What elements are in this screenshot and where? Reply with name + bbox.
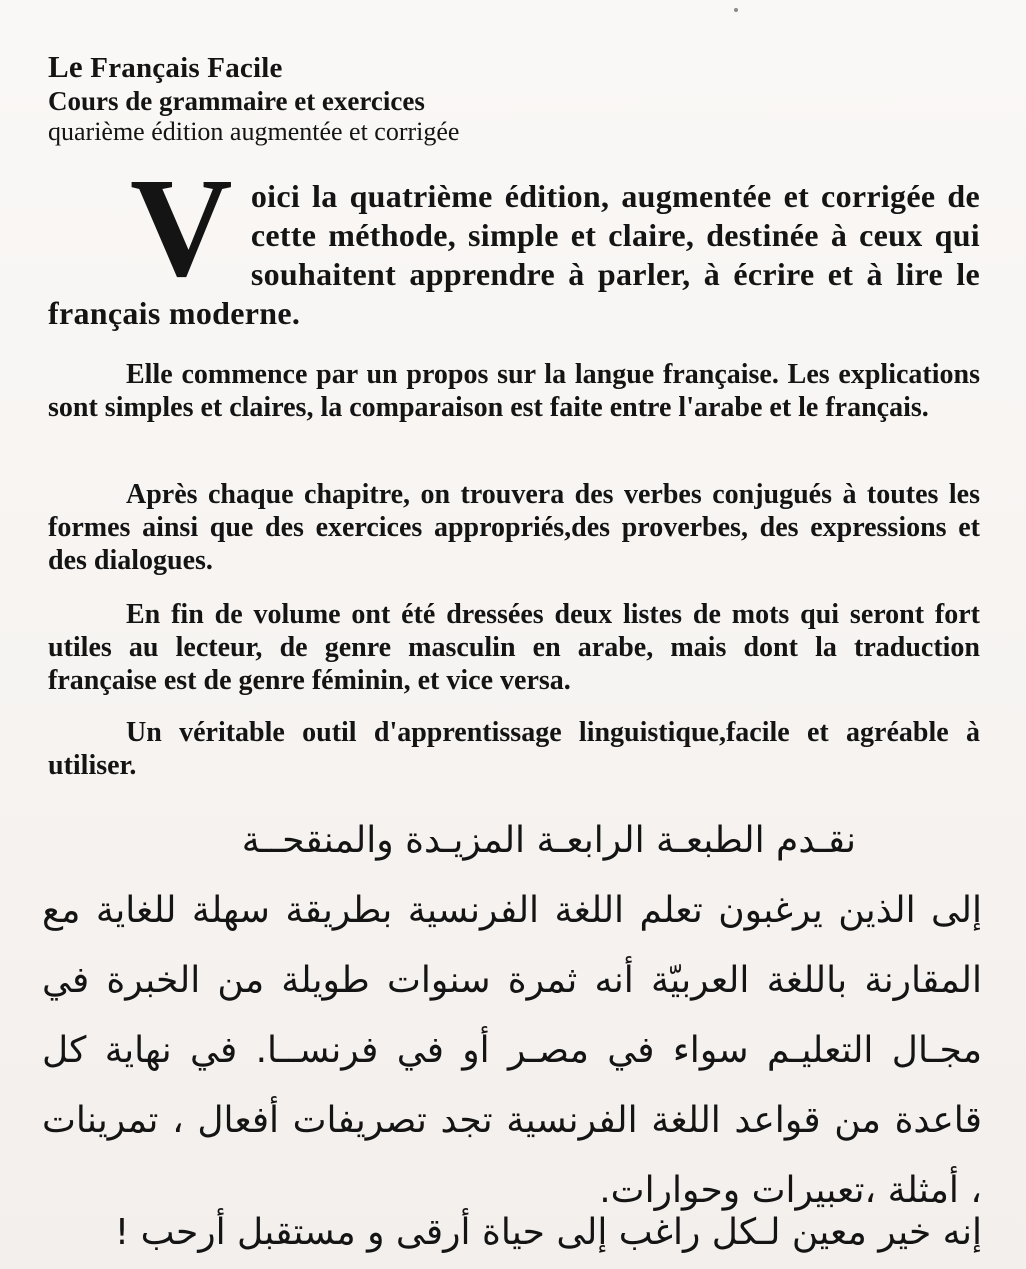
drop-cap: V bbox=[130, 148, 233, 306]
arabic-closing: إنه خير معين لـكل راغب إلى حياة أرقى و مستقبل أرحب ! bbox=[114, 1212, 982, 1253]
paper-speck bbox=[734, 8, 738, 12]
paragraph-language-intro: Elle commence par un propos sur la langue française. Les explications sont simples et claires, la comparaison est faite entre l'arabe et le français. bbox=[48, 359, 980, 423]
paragraph-word-lists: En fin de volume ont été dressées deux listes de mots qui seront fort utiles au lecteur, de genre masculin en arabe, mais dont la traduction française est de genre féminin, et vice versa. bbox=[48, 599, 980, 696]
header bbox=[48, 50, 648, 147]
intro-text: oici la quatrième édition, augmentée et corrigée de cette méthode, simple et claire, destinée à ceux qui souhaitent apprendre à parler, à écrire et à lire le français moderne. bbox=[48, 178, 980, 331]
book-title-main: Français Facile bbox=[90, 52, 283, 84]
edition-line: quarième édition augmentée et corrigée bbox=[48, 117, 460, 146]
arabic-body: إلى الذين يرغبون تعلم اللغة الفرنسية بطريقة سهلة للغاية مع المقارنة باللغة العربيّة أنه ثمرة سنوات طويلة من الخبرة في مجـال التعليـم سواء في مصـر أو في فرنســا. في نهاية كل قاعدة من قواعد اللغة الفرنسية تجد تصريفات أفعال ، تمرينات ، أمثلة ،تعبيرات وحوارات. bbox=[42, 890, 982, 1211]
book-subtitle: Cours de grammaire et exercices bbox=[48, 86, 425, 116]
paragraph-tool: Un véritable outil d'apprentissage linguistique,facile et agréable à utiliser. bbox=[48, 717, 980, 781]
book-title-le: Le bbox=[48, 49, 83, 84]
arabic-title-line: نقـدم الطبعـة الرابعـة المزيـدة والمنقحــة bbox=[241, 820, 856, 861]
paragraph-chapters: Après chaque chapitre, on trouvera des verbes conjugués à toutes les formes ainsi que des exercices appropriés,des proverbes, des expressions et des dialogues. bbox=[48, 479, 980, 576]
intro-paragraph bbox=[48, 148, 980, 333]
book-title bbox=[48, 50, 648, 85]
